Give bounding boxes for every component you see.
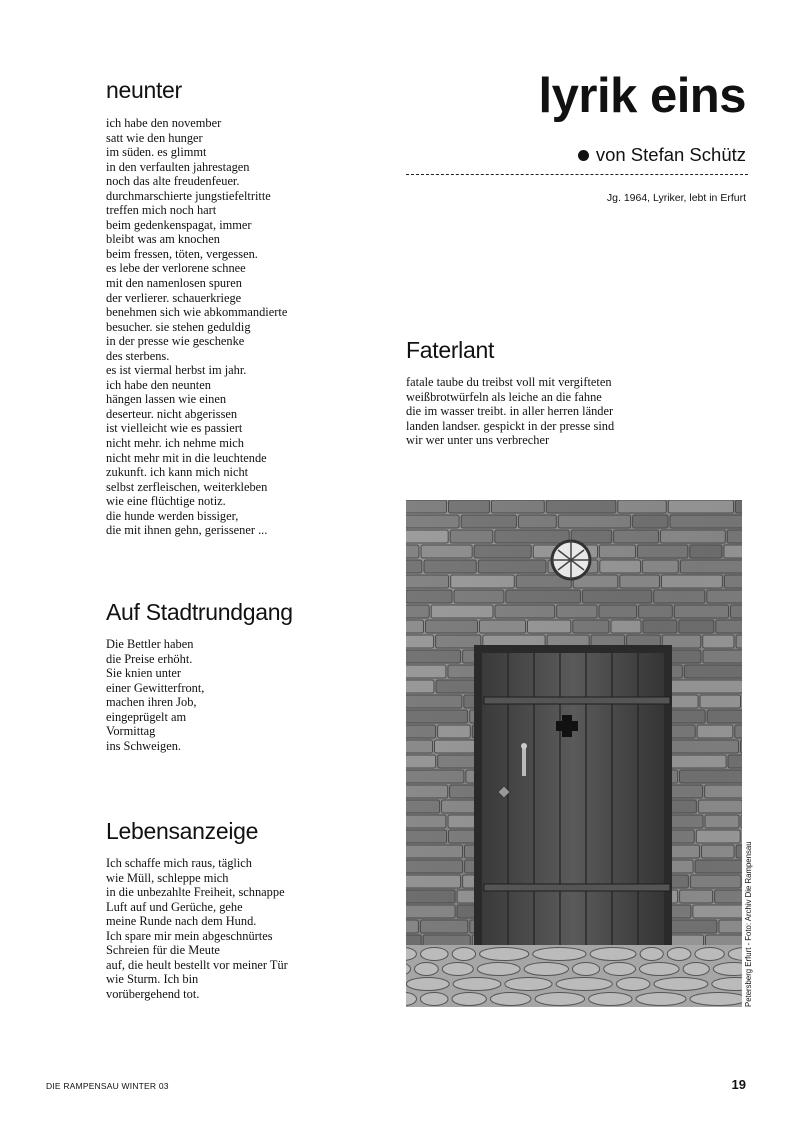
poem-line: satt wie den hunger (106, 130, 203, 145)
poem-line: die mit ihnen gehn, gerissener ... (106, 523, 268, 538)
poem-line: ich habe den neunten (106, 377, 211, 392)
poem-line: es ist viermal herbst im jahr. (106, 363, 247, 378)
poem-line: benehmen sich wie abkommandierte (106, 305, 288, 320)
poem-line: weißbrotwürfeln als leiche an die fahne (406, 389, 602, 404)
poem-line: des sterbens. (106, 348, 170, 363)
poem-line: in der presse wie geschenke (106, 334, 245, 349)
poem-line: Vormittag (106, 724, 156, 739)
poem-line: wie Müll, schleppe mich (106, 870, 229, 885)
author-byline (578, 144, 746, 166)
poem-line: Ich spare mir mein abgeschnürtes (106, 928, 273, 943)
poem-line: in den verfaulten jahrestagen (106, 159, 250, 174)
poem-line: wie eine flüchtige notiz. (106, 494, 226, 509)
poem-line: meine Runde nach dem Hund. (106, 914, 257, 929)
poem-body-stadtrundgang (106, 637, 204, 753)
poem-line: Luft auf und Gerüche, gehe (106, 899, 243, 914)
poem-line: ich habe den november (106, 116, 222, 130)
poem-line: machen ihren Job, (106, 695, 197, 710)
poem-line: wie Sturm. Ich bin (106, 972, 199, 987)
poem-line: landen landser. gespickt in der presse sind (406, 418, 615, 433)
poem-line: bleibt was am knochen (106, 232, 220, 247)
poem-line: die hunde werden bissiger, (106, 508, 239, 523)
poem-line: auf, die heult bestellt vor meiner Tür (106, 957, 288, 972)
poem-line: mit den namenlosen spuren (106, 276, 242, 291)
poem-line: nicht mehr. ich nehme mich (106, 436, 244, 451)
poem-line: es lebe der verlorene schnee (106, 261, 246, 276)
poem-line: beim fressen, töten, vergessen. (106, 246, 258, 261)
poem-line: eingeprügelt am (106, 709, 187, 724)
poem-line: durchmarschierte jungstiefeltritte (106, 188, 271, 203)
author-bio: Jg. 1964, Lyriker, lebt in Erfurt (606, 192, 746, 204)
poem-line: fatale taube du treibst voll mit vergifteten (406, 375, 612, 389)
poem-line: wir wer unter uns verbrecher (406, 433, 550, 448)
poem-line: nicht mehr mit in die leuchtende (106, 450, 267, 465)
poem-line: selbst zerfleischen, weiterkleben (106, 479, 268, 494)
page-title: lyrik eins (538, 69, 746, 123)
poem-line: hängen lassen wie einen (106, 392, 227, 407)
poem-line: Ich schaffe mich raus, täglich (106, 856, 252, 870)
poem-line: die Preise erhöht. (106, 651, 193, 666)
poem-line: noch das alte freudenfeuer. (106, 174, 240, 189)
poem-title-stadtrundgang: Auf Stadtrundgang (106, 599, 293, 625)
poem-line: beim gedenkenspagat, immer (106, 217, 252, 232)
bullet-icon (578, 150, 589, 161)
poem-line: treffen mich noch hart (106, 203, 217, 218)
poem-line: die im wasser treibt. in aller herren länder (406, 404, 614, 419)
page-number: 19 (731, 1077, 746, 1092)
poem-line: ist vielleicht wie es passiert (106, 421, 243, 436)
poem-line: der verlierer. schauerkriege (106, 290, 242, 305)
poem-line: einer Gewitterfront, (106, 680, 205, 695)
poem-body-neunter (106, 116, 287, 538)
poem-line: Die Bettler haben (106, 637, 194, 651)
poem-line: Sie knien unter (106, 666, 182, 681)
poem-line: zukunft. ich kann mich nicht (106, 465, 249, 480)
dashed-divider (406, 174, 748, 175)
poem-line: vorübergehend tot. (106, 986, 200, 1001)
poem-title-lebensanzeige: Lebensanzeige (106, 818, 259, 844)
poem-line: deserteur. nicht abgerissen (106, 406, 238, 421)
poem-line: ins Schweigen. (106, 738, 182, 753)
poem-line: Schreien für die Meute (106, 943, 220, 958)
poem-title-neunter: neunter (106, 77, 182, 103)
footer-publication: DIE RAMPENSAU WINTER 03 (46, 1081, 169, 1091)
poem-line: in die unbezahlte Freiheit, schnappe (106, 885, 285, 900)
author-name: von Stefan Schütz (595, 144, 746, 165)
poem-title-faterlant: Faterlant (406, 337, 495, 363)
poem-body-faterlant (406, 375, 614, 448)
poem-body-lebensanzeige (106, 856, 288, 1001)
church-door-photo (406, 500, 742, 1007)
photo-credit: Petersberg Erfurt - Foto: Archiv Die Rampensau (744, 841, 753, 1007)
poem-line: im süden. es glimmt (106, 145, 207, 160)
poem-line: besucher. sie stehen geduldig (106, 319, 251, 334)
